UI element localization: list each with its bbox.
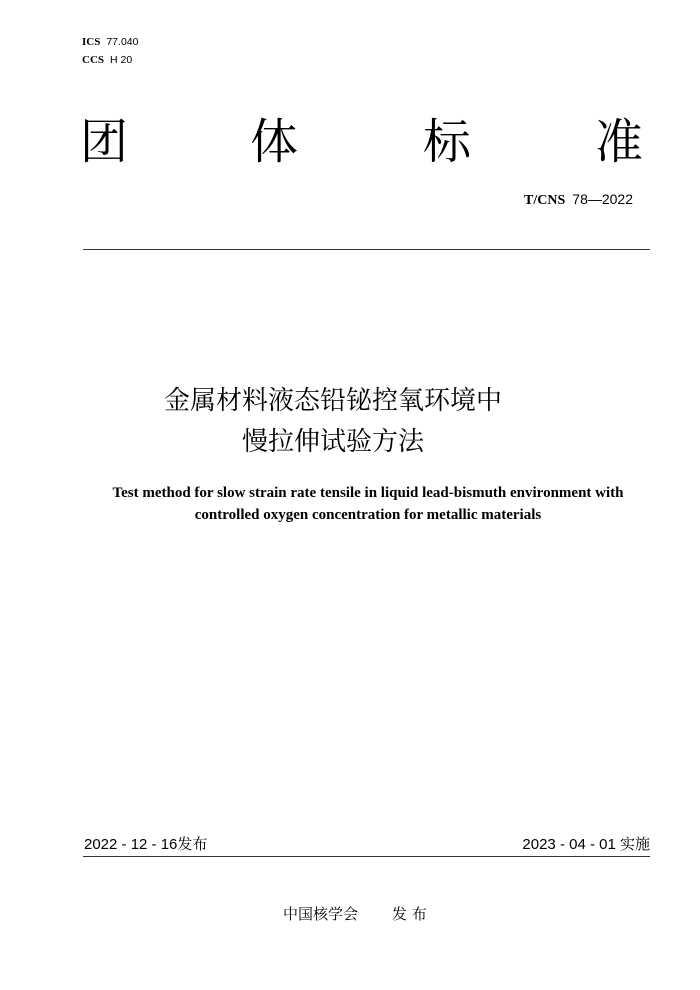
implementation-date (522, 834, 650, 855)
ccs-label: CCS (82, 54, 105, 66)
issue-date (84, 834, 207, 855)
standard-number-value: 78—2022 (572, 191, 633, 207)
implementation-date-label: 实施 (619, 835, 650, 853)
bottom-divider (83, 856, 650, 857)
ics-classification (82, 35, 138, 49)
top-divider (83, 249, 650, 250)
ccs-classification (82, 53, 132, 67)
ccs-value: H 20 (110, 54, 133, 66)
chinese-title-line-1: 金属材料液态铅铋控氧环境中 (163, 386, 502, 416)
implementation-date-value: 2023 - 04 - 01 (522, 836, 616, 853)
english-title-line-2: controlled oxygen concentration for metallic materials (194, 507, 542, 523)
english-title-line-1: Test method for slow strain rate tensile in liquid lead-bismuth environment with (112, 485, 624, 501)
banner-char-3: 标 (423, 114, 472, 170)
publisher-action: 发 布 (392, 905, 427, 923)
issue-date-value: 2022 - 12 - 16 (84, 836, 178, 853)
publisher-organization: 中国核学会 (283, 905, 359, 923)
standard-code: T/CNS (524, 193, 566, 208)
issue-date-label: 发布 (177, 835, 208, 853)
publisher (283, 904, 427, 924)
ics-value: 77.040 (106, 36, 139, 48)
banner-char-1: 团 (80, 114, 129, 170)
chinese-title-line-2: 慢拉伸试验方法 (241, 427, 424, 457)
ics-label: ICS (82, 36, 101, 48)
banner-char-2: 体 (250, 114, 299, 170)
standard-number (524, 191, 633, 209)
banner-char-4: 准 (595, 114, 644, 170)
